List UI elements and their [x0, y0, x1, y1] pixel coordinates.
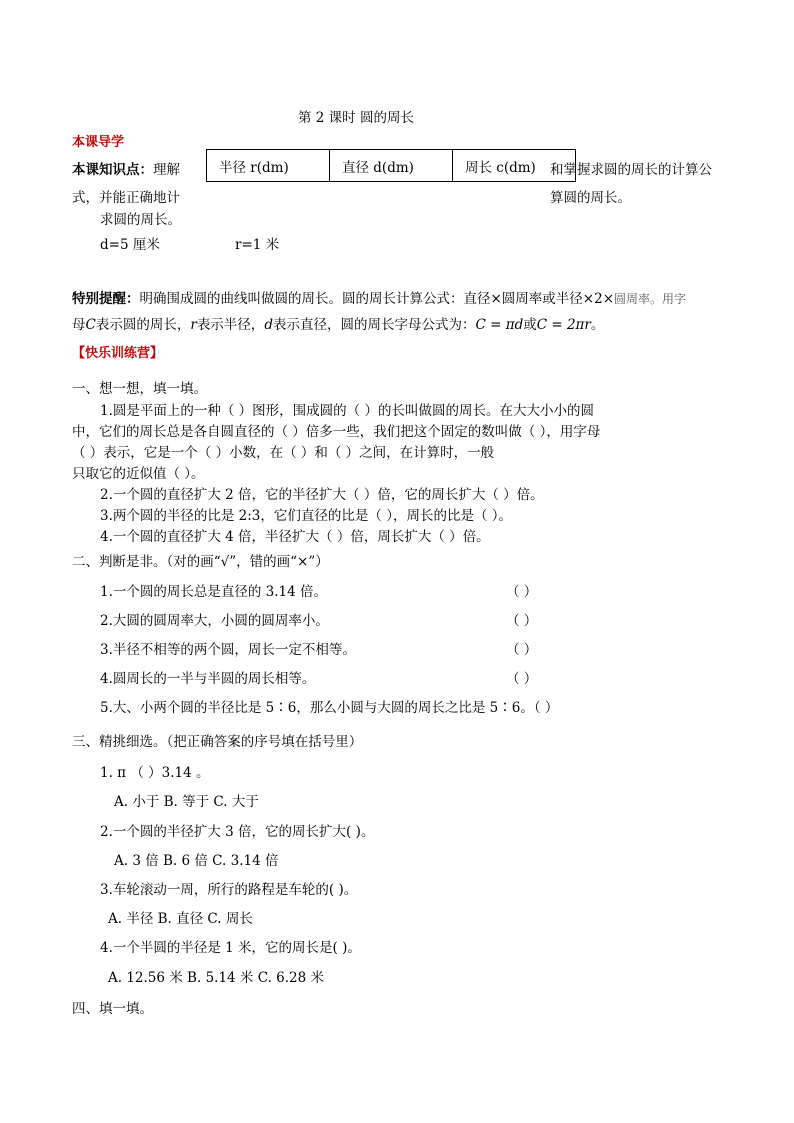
knowledge-line-2b: 算圆的周长。 — [550, 190, 631, 206]
section-2-heading: 二、判断是非。（对的画“√”，错的画“×”） — [72, 554, 329, 570]
section-4-heading: 四、填一填。 — [72, 1001, 153, 1017]
s3-q4-options: A. 12.56 米 B. 5.14 米 C. 6.28 米 — [108, 970, 324, 986]
tip-label: 特别提醒： — [72, 291, 140, 307]
s2-item-1-blank: （ ） — [506, 584, 538, 600]
page-title: 第 2 课时 圆的周长 — [298, 110, 414, 126]
tip-text-f: 。 — [590, 317, 605, 333]
s3-q1: 1. π （ ）3.14 。 — [100, 765, 210, 781]
camp-heading: 【快乐训练营】 — [72, 346, 164, 361]
s1-q4: 4.一个圆的直径扩大 4 倍，半径扩大（ ）倍，周长扩大（ ）倍。 — [100, 529, 490, 545]
symbol-c: C — [85, 317, 96, 333]
s3-q3-options: A. 半径 B. 直径 C. 周长 — [108, 911, 253, 927]
s2-item-2: 2.大圆的圆周率大，小圆的圆周率小。 — [100, 613, 329, 629]
s2-item-4-blank: （ ） — [506, 671, 538, 687]
table-header-circumference: 周长 c(dm) — [453, 150, 576, 182]
s3-q3: 3.车轮滚动一周，所行的路程是车轮的( )。 — [100, 882, 358, 898]
s1-q1-line-3: （ ）表示，它是一个（ ）小数，在（ ）和（ ）之间，在计算时，一般 — [72, 445, 495, 461]
table-header-radius: 半径 r(dm) — [207, 150, 330, 182]
table-header-diameter: 直径 d(dm) — [330, 150, 453, 182]
tip-line-1 — [72, 287, 686, 307]
symbol-r: r — [190, 317, 197, 333]
tip-text-c: 表示半径， — [196, 317, 265, 333]
s2-item-5: 5.大、小两个圆的半径比是 5∶6，那么小圆与大圆的周长之比是 5∶6。（ ） — [100, 700, 559, 716]
tip-text: 明确围成圆的曲线叫做圆的周长。圆的周长计算公式：直径×圆周率或半径×2× — [139, 291, 615, 307]
knowledge-part1: 理解 — [153, 162, 180, 178]
s1-q3: 3.两个圆的半径的比是 2:3，它们直径的比是（ ），周长的比是（ ）。 — [100, 508, 512, 524]
tip-line-2 — [72, 313, 604, 333]
radius-diameter-table — [206, 149, 576, 182]
s3-q1-options: A. 小于 B. 等于 C. 大于 — [114, 794, 259, 810]
knowledge-line-1 — [72, 158, 180, 178]
r-value: r=1 米 — [235, 237, 280, 253]
d-value: d=5 厘米 — [100, 237, 160, 253]
section-1-heading: 一、想一想，填一填。 — [72, 381, 207, 397]
tip-text-b: 表示圆的周长， — [95, 317, 191, 333]
formula-diameter: C = πd — [475, 317, 524, 333]
guide-heading: 本课导学 — [72, 135, 125, 150]
s2-item-3: 3.半径不相等的两个圆，周长一定不相等。 — [100, 642, 356, 658]
formula-radius: C = 2πr — [536, 317, 591, 333]
knowledge-line-3: 求圆的周长。 — [100, 212, 181, 228]
s2-item-2-blank: （ ） — [506, 613, 538, 629]
tip-text-gray: 圆周率。用字 — [614, 292, 687, 306]
s2-item-3-blank: （ ） — [506, 642, 538, 658]
s3-q4: 4.一个半圆的半径是 1 米，它的周长是( )。 — [100, 940, 361, 956]
tip-text-a: 母 — [72, 317, 86, 333]
knowledge-line-2a: 式，并能正确地计 — [72, 190, 180, 206]
s3-q2-options: A. 3 倍 B. 6 倍 C. 3.14 倍 — [114, 853, 279, 869]
s1-q2: 2.一个圆的直径扩大 2 倍，它的半径扩大（ ）倍，它的周长扩大（ ）倍。 — [100, 487, 544, 503]
s1-q1-line-4: 只取它的近似值（ ）。 — [72, 466, 205, 482]
s2-item-1: 1.一个圆的周长总是直径的 3.14 倍。 — [100, 584, 328, 600]
symbol-d: d — [264, 317, 273, 333]
section-3-heading: 三、精挑细选。（把正确答案的序号填在括号里） — [72, 734, 363, 750]
knowledge-part2: 和掌握求圆的周长的计算公 — [550, 162, 712, 178]
knowledge-label: 本课知识点： — [72, 162, 153, 178]
tip-text-e: 或 — [523, 317, 537, 333]
tip-text-d: 表示直径，圆的周长字母公式为： — [272, 317, 476, 333]
s1-q1-line-2: 中，它们的周长总是各自圆直径的（ ）倍多一些，我们把这个固定的数叫做（ ），用字母 — [72, 424, 601, 440]
s3-q2: 2.一个圆的半径扩大 3 倍，它的周长扩大( )。 — [100, 824, 375, 840]
s1-q1-line-1: 1.圆是平面上的一种（ ）图形，围成圆的（ ）的长叫做圆的周长。在大大小小的圆 — [100, 403, 594, 419]
s2-item-4: 4.圆周长的一半与半圆的周长相等。 — [100, 671, 316, 687]
